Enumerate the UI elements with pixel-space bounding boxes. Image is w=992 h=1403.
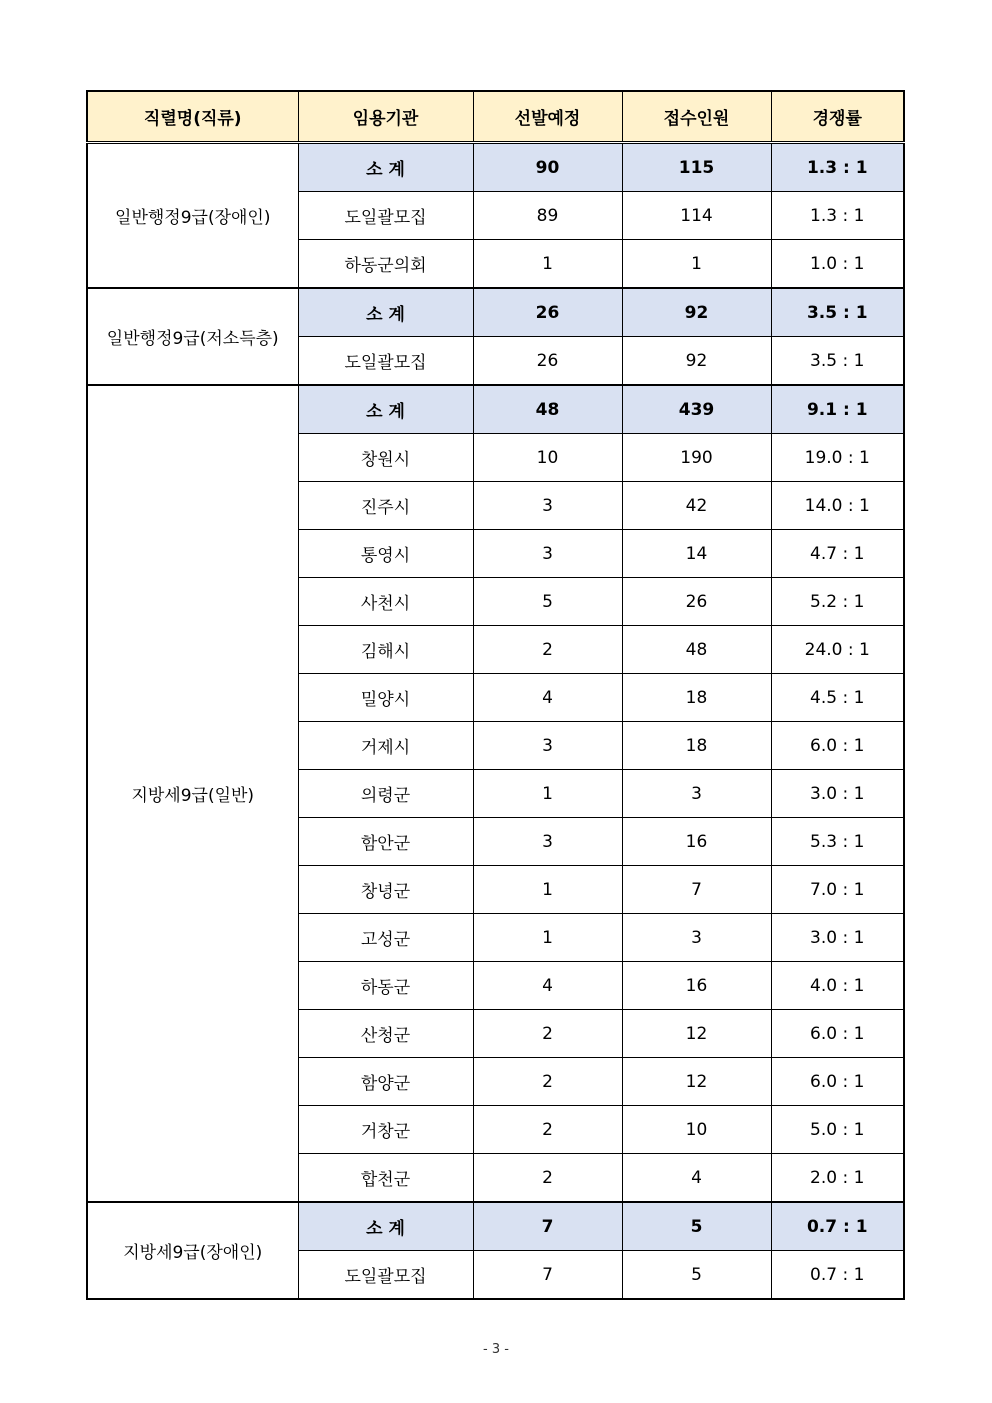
ratio-cell: 5.0 : 1 xyxy=(771,1106,904,1154)
ratio-cell: 1.3 : 1 xyxy=(771,192,904,240)
agency-cell: 함양군 xyxy=(298,1058,473,1106)
agency-cell: 함안군 xyxy=(298,818,473,866)
ratio-cell: 19.0 : 1 xyxy=(771,434,904,482)
agency-cell: 진주시 xyxy=(298,482,473,530)
planned-cell: 2 xyxy=(473,626,622,674)
applied-cell: 18 xyxy=(622,722,771,770)
ratio-cell: 24.0 : 1 xyxy=(771,626,904,674)
planned-cell: 89 xyxy=(473,192,622,240)
table-header xyxy=(87,91,904,143)
planned-cell: 10 xyxy=(473,434,622,482)
header-ratio: 경쟁률 xyxy=(771,91,904,143)
planned-cell: 7 xyxy=(473,1251,622,1300)
subtotal-row xyxy=(87,143,904,192)
planned-cell: 2 xyxy=(473,1106,622,1154)
header-position: 직렬명(직류) xyxy=(87,91,298,143)
applied-cell: 3 xyxy=(622,770,771,818)
agency-cell: 소 계 xyxy=(298,143,473,192)
planned-cell: 26 xyxy=(473,288,622,337)
ratio-cell: 3.5 : 1 xyxy=(771,288,904,337)
planned-cell: 3 xyxy=(473,482,622,530)
planned-cell: 5 xyxy=(473,578,622,626)
table-body xyxy=(87,143,904,1300)
applied-cell: 92 xyxy=(622,288,771,337)
applied-cell: 92 xyxy=(622,337,771,386)
applied-cell: 114 xyxy=(622,192,771,240)
agency-cell: 도일괄모집 xyxy=(298,337,473,386)
ratio-cell: 9.1 : 1 xyxy=(771,385,904,434)
planned-cell: 2 xyxy=(473,1010,622,1058)
agency-cell: 창원시 xyxy=(298,434,473,482)
ratio-cell: 3.0 : 1 xyxy=(771,770,904,818)
applied-cell: 1 xyxy=(622,240,771,289)
applied-cell: 26 xyxy=(622,578,771,626)
applied-cell: 4 xyxy=(622,1154,771,1203)
ratio-cell: 6.0 : 1 xyxy=(771,722,904,770)
applied-cell: 16 xyxy=(622,962,771,1010)
ratio-cell: 4.7 : 1 xyxy=(771,530,904,578)
ratio-cell: 3.5 : 1 xyxy=(771,337,904,386)
header-row xyxy=(87,91,904,143)
planned-cell: 2 xyxy=(473,1154,622,1203)
subtotal-row xyxy=(87,1202,904,1251)
position-category: 일반행정9급(저소득층) xyxy=(87,288,298,385)
agency-cell: 소 계 xyxy=(298,1202,473,1251)
page-number: - 3 - xyxy=(483,1342,509,1357)
planned-cell: 4 xyxy=(473,674,622,722)
agency-cell: 밀양시 xyxy=(298,674,473,722)
agency-cell: 도일괄모집 xyxy=(298,192,473,240)
ratio-cell: 7.0 : 1 xyxy=(771,866,904,914)
planned-cell: 2 xyxy=(473,1058,622,1106)
applied-cell: 16 xyxy=(622,818,771,866)
planned-cell: 90 xyxy=(473,143,622,192)
ratio-cell: 6.0 : 1 xyxy=(771,1010,904,1058)
ratio-cell: 0.7 : 1 xyxy=(771,1202,904,1251)
applied-cell: 190 xyxy=(622,434,771,482)
agency-cell: 고성군 xyxy=(298,914,473,962)
planned-cell: 48 xyxy=(473,385,622,434)
position-category: 일반행정9급(장애인) xyxy=(87,143,298,289)
agency-cell: 하동군 xyxy=(298,962,473,1010)
agency-cell: 소 계 xyxy=(298,385,473,434)
applied-cell: 7 xyxy=(622,866,771,914)
applied-cell: 12 xyxy=(622,1010,771,1058)
agency-cell: 창녕군 xyxy=(298,866,473,914)
ratio-cell: 4.0 : 1 xyxy=(771,962,904,1010)
applied-cell: 12 xyxy=(622,1058,771,1106)
agency-cell: 산청군 xyxy=(298,1010,473,1058)
applied-cell: 3 xyxy=(622,914,771,962)
applied-cell: 42 xyxy=(622,482,771,530)
ratio-cell: 5.3 : 1 xyxy=(771,818,904,866)
planned-cell: 3 xyxy=(473,722,622,770)
agency-cell: 사천시 xyxy=(298,578,473,626)
applied-cell: 14 xyxy=(622,530,771,578)
agency-cell: 합천군 xyxy=(298,1154,473,1203)
ratio-cell: 5.2 : 1 xyxy=(771,578,904,626)
applied-cell: 5 xyxy=(622,1251,771,1300)
ratio-cell: 14.0 : 1 xyxy=(771,482,904,530)
ratio-cell: 1.3 : 1 xyxy=(771,143,904,192)
planned-cell: 1 xyxy=(473,866,622,914)
applied-cell: 5 xyxy=(622,1202,771,1251)
ratio-cell: 6.0 : 1 xyxy=(771,1058,904,1106)
planned-cell: 3 xyxy=(473,530,622,578)
applied-cell: 115 xyxy=(622,143,771,192)
ratio-cell: 0.7 : 1 xyxy=(771,1251,904,1300)
ratio-cell: 1.0 : 1 xyxy=(771,240,904,289)
agency-cell: 통영시 xyxy=(298,530,473,578)
recruitment-table xyxy=(86,90,905,1300)
agency-cell: 김해시 xyxy=(298,626,473,674)
agency-cell: 하동군의회 xyxy=(298,240,473,289)
planned-cell: 1 xyxy=(473,914,622,962)
agency-cell: 의령군 xyxy=(298,770,473,818)
applied-cell: 18 xyxy=(622,674,771,722)
applied-cell: 48 xyxy=(622,626,771,674)
planned-cell: 7 xyxy=(473,1202,622,1251)
agency-cell: 거제시 xyxy=(298,722,473,770)
ratio-cell: 3.0 : 1 xyxy=(771,914,904,962)
agency-cell: 소 계 xyxy=(298,288,473,337)
planned-cell: 4 xyxy=(473,962,622,1010)
subtotal-row xyxy=(87,385,904,434)
header-applied: 접수인원 xyxy=(622,91,771,143)
planned-cell: 1 xyxy=(473,770,622,818)
planned-cell: 3 xyxy=(473,818,622,866)
position-category: 지방세9급(장애인) xyxy=(87,1202,298,1299)
header-agency: 임용기관 xyxy=(298,91,473,143)
agency-cell: 도일괄모집 xyxy=(298,1251,473,1300)
header-planned: 선발예정 xyxy=(473,91,622,143)
subtotal-row xyxy=(87,288,904,337)
ratio-cell: 2.0 : 1 xyxy=(771,1154,904,1203)
applied-cell: 10 xyxy=(622,1106,771,1154)
planned-cell: 1 xyxy=(473,240,622,289)
ratio-cell: 4.5 : 1 xyxy=(771,674,904,722)
agency-cell: 거창군 xyxy=(298,1106,473,1154)
position-category: 지방세9급(일반) xyxy=(87,385,298,1202)
planned-cell: 26 xyxy=(473,337,622,386)
applied-cell: 439 xyxy=(622,385,771,434)
